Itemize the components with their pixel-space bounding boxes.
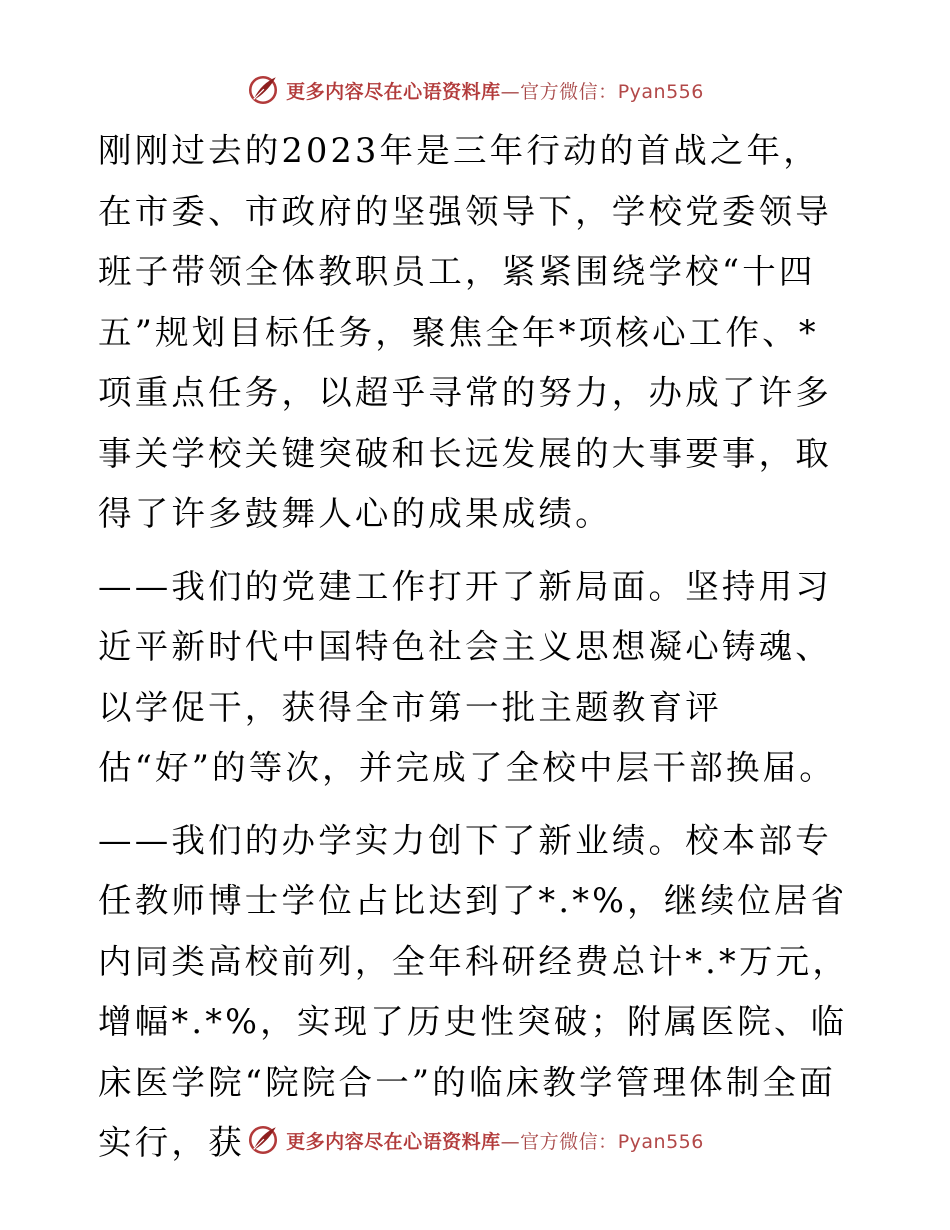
header-watermark	[0, 70, 950, 110]
watermark-label: 官方微信：	[520, 1130, 618, 1153]
watermark-separator: —	[500, 80, 521, 103]
paragraph-party-building: ——我们的党建工作打开了新局面。坚持用习近平新时代中国特色社会主义思想凝心铸魂、以学促干，获得全市第一批主题教育评估“好”的等次，并完成了全校中层干部换届。	[98, 566, 836, 787]
watermark-separator: —	[500, 1130, 521, 1153]
document-body	[98, 121, 850, 1174]
watermark-id: Pyan556	[617, 1130, 704, 1153]
footer-watermark	[0, 1120, 950, 1160]
quill-logo-icon	[246, 73, 280, 107]
watermark-main: 更多内容尽在心语资料库	[286, 1130, 501, 1153]
watermark-text	[286, 77, 704, 104]
watermark-main: 更多内容尽在心语资料库	[286, 80, 501, 103]
watermark-label: 官方微信：	[520, 80, 618, 103]
watermark-text	[286, 1127, 704, 1154]
paragraph-intro: 刚刚过去的2023年是三年行动的首战之年，在市委、市政府的坚强领导下，学校党委领导班子带领全体教职员工，紧紧围绕学校“十四五”规划目标任务，聚焦全年*项核心工作、*项重点任务，以超乎寻常的努力，办成了许多事关学校关键突破和长远发展的大事要事，取得了许多鼓舞人心的成果成绩。	[98, 131, 832, 533]
paragraph-school-strength: ——我们的办学实力创下了新业绩。校本部专任教师博士学位占比达到了*.*%，继续位居省内同类高校前列，全年科研经费总计*.*万元，增幅*.*%，实现了历史性突破；附属医院、临床医学院“院院合一”的临床教学管理体制全面实行，获	[98, 820, 850, 1162]
quill-logo-icon	[246, 1123, 280, 1157]
watermark-id: Pyan556	[617, 80, 704, 103]
